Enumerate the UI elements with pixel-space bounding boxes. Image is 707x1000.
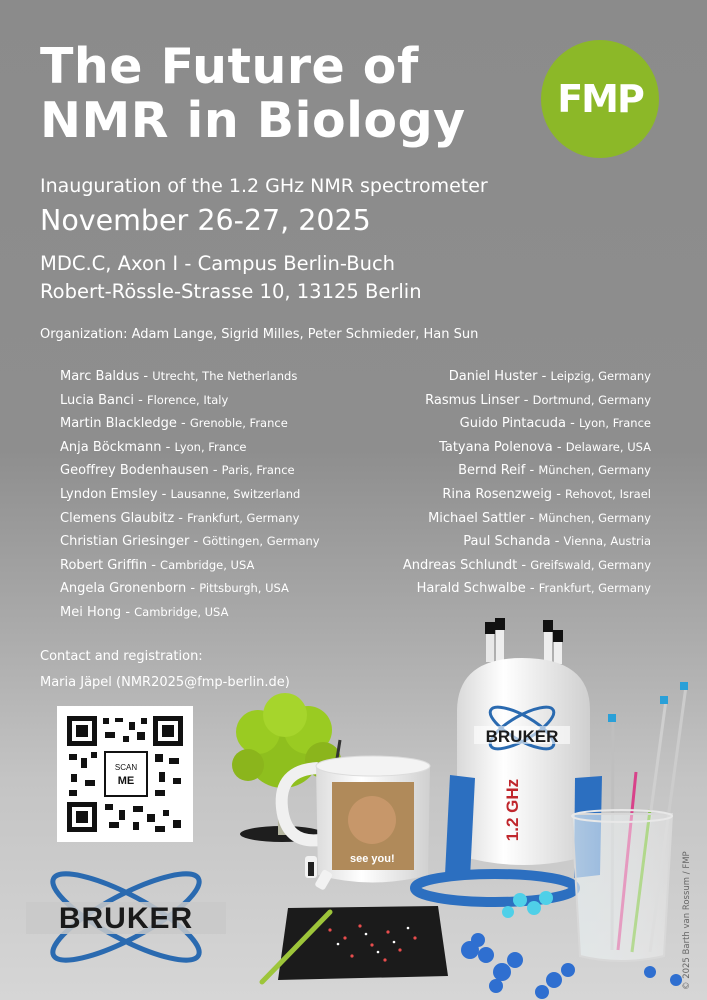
qr-me-label: ME	[117, 775, 135, 787]
speaker-affiliation: Lyon, France	[578, 416, 651, 431]
speaker-entry: Clemens Glaubitz - Frankfurt, Germany	[60, 510, 300, 526]
speaker-name: Rasmus Linser	[425, 392, 520, 408]
speaker-entry: Michael Sattler - München, Germany	[428, 510, 651, 526]
speaker-entry: Angela Gronenborn - Pittsburgh, USA	[60, 581, 289, 597]
speaker-entry: Lucia Banci - Florence, Italy	[60, 392, 229, 408]
contact-person[interactable]: Maria Jäpel (NMR2025@fmp-berlin.de)	[40, 675, 290, 690]
magnet-field-text: 1.2 GHz	[503, 778, 522, 842]
speaker-name: Geoffrey Bodenhausen	[60, 463, 209, 479]
organization: Organization: Adam Lange, Sigrid Milles, Peter Schmieder, Han Sun	[40, 327, 479, 342]
speaker-affiliation: Cambridge, USA	[134, 604, 229, 619]
speaker-name: Mei Hong	[60, 604, 122, 620]
magnet-brand-text: BRUKER	[485, 727, 559, 746]
speaker-name: Robert Griffin	[60, 557, 148, 573]
speaker-affiliation: Frankfurt, Germany	[187, 510, 300, 525]
speaker-affiliation: Greifswald, Germany	[530, 557, 651, 572]
speaker-affiliation: Cambridge, USA	[160, 557, 255, 572]
speaker-affiliation: Leipzig, Germany	[550, 369, 651, 383]
speaker-entry: Andreas Schlundt - Greifswald, Germany	[402, 557, 651, 573]
speaker-affiliation: Rehovot, Israel	[565, 486, 651, 501]
speaker-affiliation: Dortmund, Germany	[532, 392, 651, 407]
event-date: November 26-27, 2025	[40, 204, 371, 237]
speaker-entry: Rasmus Linser - Dortmund, Germany	[425, 392, 651, 408]
credit-container	[682, 820, 696, 990]
speaker-affiliation: Utrecht, The Netherlands	[152, 369, 298, 383]
bruker-logo-text: BRUKER	[58, 902, 194, 935]
bruker-logo	[22, 862, 232, 972]
speaker-entry: Christian Griesinger - Göttingen, Germany	[60, 534, 320, 550]
speaker-entry: Daniel Huster - Leipzig, Germany	[448, 369, 651, 384]
speaker-name: Tatyana Polenova	[439, 439, 553, 455]
speaker-affiliation: Vienna, Austria	[563, 534, 651, 549]
speaker-list-right	[403, 365, 651, 601]
speaker-name: Christian Griesinger	[60, 534, 190, 550]
speaker-name: Daniel Huster	[448, 369, 538, 384]
speaker-name: Angela Gronenborn	[60, 581, 187, 597]
speaker-name: Harald Schwalbe	[416, 581, 526, 597]
speaker-entry: Bernd Reif - München, Germany	[458, 463, 651, 479]
speaker-affiliation: Lausanne, Switzerland	[170, 486, 301, 501]
speaker-entry: Martin Blackledge - Grenoble, France	[60, 416, 288, 432]
speaker-entry: Marc Baldus - Utrecht, The Netherlands	[60, 369, 298, 384]
speaker-affiliation: Göttingen, Germany	[202, 534, 320, 549]
speaker-name: Clemens Glaubitz	[60, 510, 175, 526]
venue-line-1: MDC.C, Axon I - Campus Berlin-Buch	[40, 252, 396, 275]
speaker-name: Andreas Schlundt	[402, 557, 518, 573]
speaker-name: Martin Blackledge	[60, 416, 177, 432]
subtitle: Inauguration of the 1.2 GHz NMR spectrometer	[40, 175, 488, 197]
contact-label: Contact and registration:	[40, 649, 203, 664]
speaker-name: Anja Böckmann	[60, 439, 162, 455]
speaker-entry: Harald Schwalbe - Frankfurt, Germany	[416, 581, 651, 597]
qr-code[interactable]	[57, 706, 193, 842]
title-line-1: The Future of	[40, 38, 419, 95]
speaker-name: Rina Rosenzweig	[442, 486, 553, 502]
poster-title	[40, 40, 466, 148]
title-line-2: NMR in Biology	[40, 92, 466, 149]
fmp-logo	[541, 40, 659, 158]
qr-code-pattern	[65, 714, 185, 834]
speaker-entry: Paul Schanda - Vienna, Austria	[463, 534, 651, 550]
speaker-name: Bernd Reif	[458, 463, 526, 479]
venue-line-2: Robert-Rössle-Strasse 10, 13125 Berlin	[40, 280, 422, 303]
speaker-affiliation: Frankfurt, Germany	[538, 581, 651, 596]
mug-text: see you!	[350, 853, 395, 865]
speaker-name: Guido Pintacuda	[459, 416, 566, 432]
speaker-entry: Lyndon Emsley - Lausanne, Switzerland	[60, 486, 301, 502]
speaker-affiliation: Delaware, USA	[565, 439, 651, 454]
speaker-affiliation: Lyon, France	[174, 439, 247, 454]
speaker-entry: Anja Böckmann - Lyon, France	[60, 439, 247, 455]
speaker-entry: Robert Griffin - Cambridge, USA	[60, 557, 255, 573]
speaker-entry: Rina Rosenzweig - Rehovot, Israel	[442, 486, 651, 502]
speaker-list-left	[60, 365, 320, 625]
speaker-name: Marc Baldus	[60, 369, 140, 384]
speaker-affiliation: Florence, Italy	[146, 392, 229, 407]
fmp-logo-text: FMP	[557, 77, 643, 121]
speaker-affiliation: München, Germany	[538, 510, 651, 525]
speaker-name: Lucia Banci	[60, 392, 134, 408]
speaker-name: Michael Sattler	[428, 510, 526, 526]
qr-scan-label: SCAN	[114, 763, 138, 772]
speaker-affiliation: München, Germany	[538, 463, 651, 478]
speaker-affiliation: Paris, France	[221, 463, 295, 478]
speaker-name: Paul Schanda	[463, 534, 551, 550]
magnet-probes	[485, 618, 563, 664]
speaker-name: Lyndon Emsley	[60, 486, 158, 502]
speaker-entry: Guido Pintacuda - Lyon, France	[459, 416, 651, 432]
speaker-entry: Geoffrey Bodenhausen - Paris, France	[60, 463, 295, 479]
speaker-entry: Tatyana Polenova - Delaware, USA	[439, 439, 651, 455]
speaker-affiliation: Grenoble, France	[189, 416, 288, 431]
speaker-affiliation: Pittsburgh, USA	[199, 581, 289, 596]
venue	[40, 250, 422, 306]
speaker-entry: Mei Hong - Cambridge, USA	[60, 604, 229, 620]
image-credit: © 2025 Barth van Rossum / FMP	[682, 851, 692, 990]
